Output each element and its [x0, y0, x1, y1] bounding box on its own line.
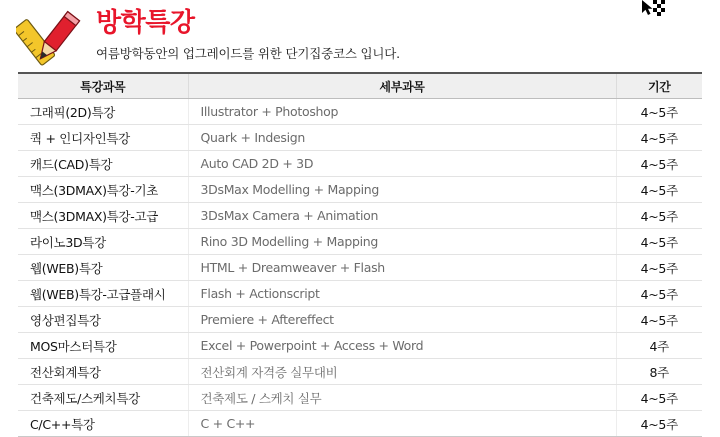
cell-period: 4~5주 [616, 229, 702, 255]
cell-detail: Rino 3D Modelling + Mapping [188, 229, 616, 255]
cell-detail: Auto CAD 2D + 3D [188, 151, 616, 177]
cell-subject: 맥스(3DMAX)특강-기초 [18, 177, 188, 203]
cell-detail: C + C++ [188, 411, 616, 437]
table-row [18, 125, 702, 151]
cell-period: 4~5주 [616, 151, 702, 177]
table-row [18, 385, 702, 411]
table-row [18, 411, 702, 437]
cell-detail: HTML + Dreamweaver + Flash [188, 255, 616, 281]
cell-period: 4~5주 [616, 125, 702, 151]
cell-subject: 영상편집특강 [18, 307, 188, 333]
page-subtitle: 여름방학동안의 업그레이드를 위한 단기집중코스 입니다. [96, 46, 400, 62]
cell-subject: 라이노3D특강 [18, 229, 188, 255]
cell-subject: 웹(WEB)특강 [18, 255, 188, 281]
cell-detail: 전산회계 자격증 실무대비 [188, 359, 616, 385]
cell-subject: 캐드(CAD)특강 [18, 151, 188, 177]
cell-subject: 맥스(3DMAX)특강-고급 [18, 203, 188, 229]
cell-period: 4주 [616, 333, 702, 359]
table-row [18, 359, 702, 385]
table-row [18, 229, 702, 255]
table-row [18, 177, 702, 203]
table-header-row [18, 74, 702, 99]
course-table-container [18, 72, 702, 437]
cell-subject: 웹(WEB)특강-고급플래시 [18, 281, 188, 307]
cell-period: 4~5주 [616, 255, 702, 281]
cell-subject: 전산회계특강 [18, 359, 188, 385]
page-title: 방학특강 [96, 8, 195, 38]
column-header-subject: 특강과목 [18, 74, 188, 99]
cell-detail: 3DsMax Camera + Animation [188, 203, 616, 229]
cell-period: 4~5주 [616, 385, 702, 411]
cell-period: 4~5주 [616, 281, 702, 307]
table-row [18, 151, 702, 177]
cell-period: 4~5주 [616, 307, 702, 333]
pencil-ruler-icon [16, 6, 90, 68]
cell-detail: Premiere + Aftereffect [188, 307, 616, 333]
table-row [18, 203, 702, 229]
page-header [0, 0, 720, 66]
table-row [18, 281, 702, 307]
cell-period: 4~5주 [616, 177, 702, 203]
header-text-block [96, 6, 400, 62]
mouse-cursor-icon [640, 0, 666, 20]
cell-detail: Quark + Indesign [188, 125, 616, 151]
cell-subject: 쿽 + 인디자인특강 [18, 125, 188, 151]
cell-period: 4~5주 [616, 99, 702, 125]
cell-detail: Excel + Powerpoint + Access + Word [188, 333, 616, 359]
cell-detail: 3DsMax Modelling + Mapping [188, 177, 616, 203]
table-header [18, 74, 702, 99]
cell-subject: 그래픽(2D)특강 [18, 99, 188, 125]
column-header-detail: 세부과목 [188, 74, 616, 99]
cell-detail: Illustrator + Photoshop [188, 99, 616, 125]
table-row [18, 99, 702, 125]
table-row [18, 333, 702, 359]
table-row [18, 255, 702, 281]
cell-period: 4~5주 [640, 416, 678, 432]
cell-subject: 건축제도/스케치특강 [18, 385, 188, 411]
cell-period: 4~5주 [616, 203, 702, 229]
column-header-period: 기간 [616, 74, 702, 99]
cell-period: 8주 [616, 359, 702, 385]
cell-detail: 건축제도 / 스케치 실무 [188, 385, 616, 411]
cell-subject: MOS마스터특강 [18, 333, 188, 359]
cell-subject: C/C++특강 [18, 411, 188, 437]
table-row [18, 307, 702, 333]
course-table [18, 74, 702, 436]
table-body [18, 99, 702, 437]
cell-detail: Flash + Actionscript [188, 281, 616, 307]
